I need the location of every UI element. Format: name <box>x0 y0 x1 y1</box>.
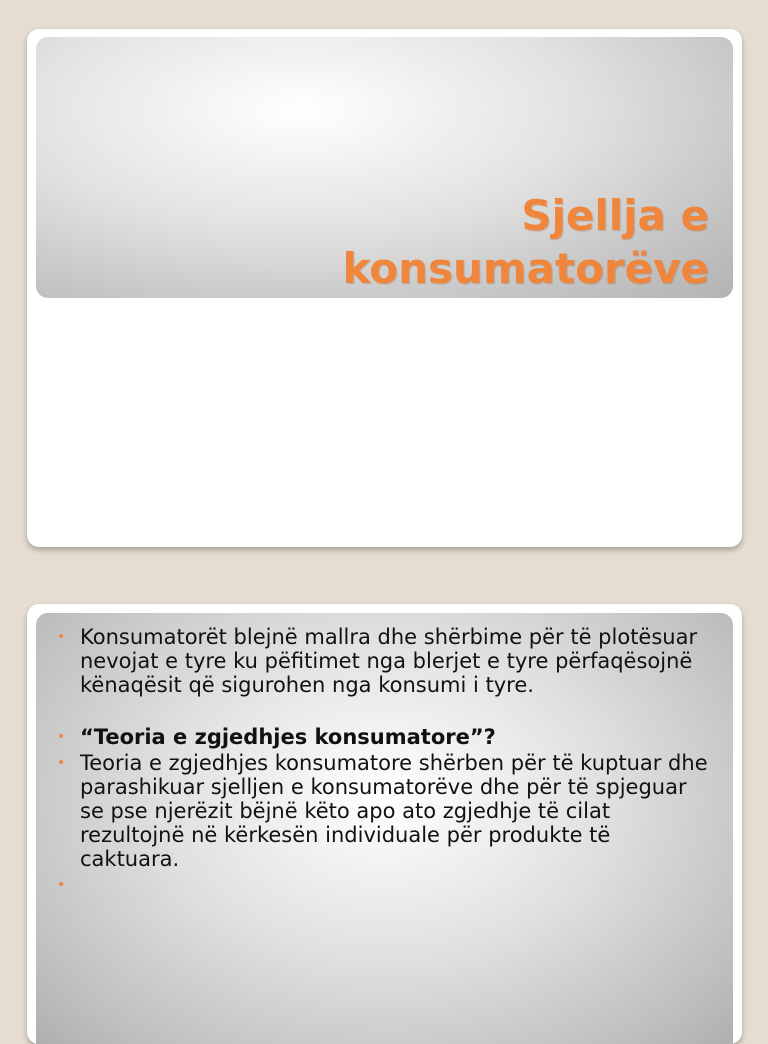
title-line-2: konsumatorëve <box>342 244 709 294</box>
bullet-spacer <box>36 871 716 873</box>
slide-title <box>342 189 709 297</box>
bullet-spacer <box>36 697 716 725</box>
bullet-item <box>36 725 716 749</box>
bullet-dot-icon: • <box>57 755 66 771</box>
bullet-dot-icon: • <box>57 729 66 745</box>
content-panel <box>36 613 733 1044</box>
title-panel <box>36 37 733 298</box>
bullet-dot-icon: • <box>57 629 66 645</box>
bullet-text: “Teoria e zgjedhjes konsumatore”? <box>80 725 496 749</box>
bullet-item <box>36 625 716 697</box>
bullet-item <box>36 751 716 871</box>
title-slide <box>27 29 742 547</box>
title-line-1: Sjellja e <box>521 190 709 240</box>
bullet-text: Konsumatorët blejnë mallra dhe shërbime për të plotësuar nevojat e tyre ku pëfitimet nga blerjet e tyre përfaqësojnë kënaqësit që sigurohen nga konsumi i tyre. <box>80 625 698 697</box>
bullet-list <box>36 625 716 893</box>
content-slide <box>27 604 742 1044</box>
bullet-dot-icon: • <box>57 877 66 893</box>
bullet-text: Teoria e zgjedhjes konsumatore shërben për të kuptuar dhe parashikuar sjelljen e konsumatorëve dhe për të spjeguar se pse njerëzit bëjnë këto apo ato zgjedhje të cilat rezultojnë në kërkesën individuale për produkte të caktuara. <box>80 751 708 871</box>
